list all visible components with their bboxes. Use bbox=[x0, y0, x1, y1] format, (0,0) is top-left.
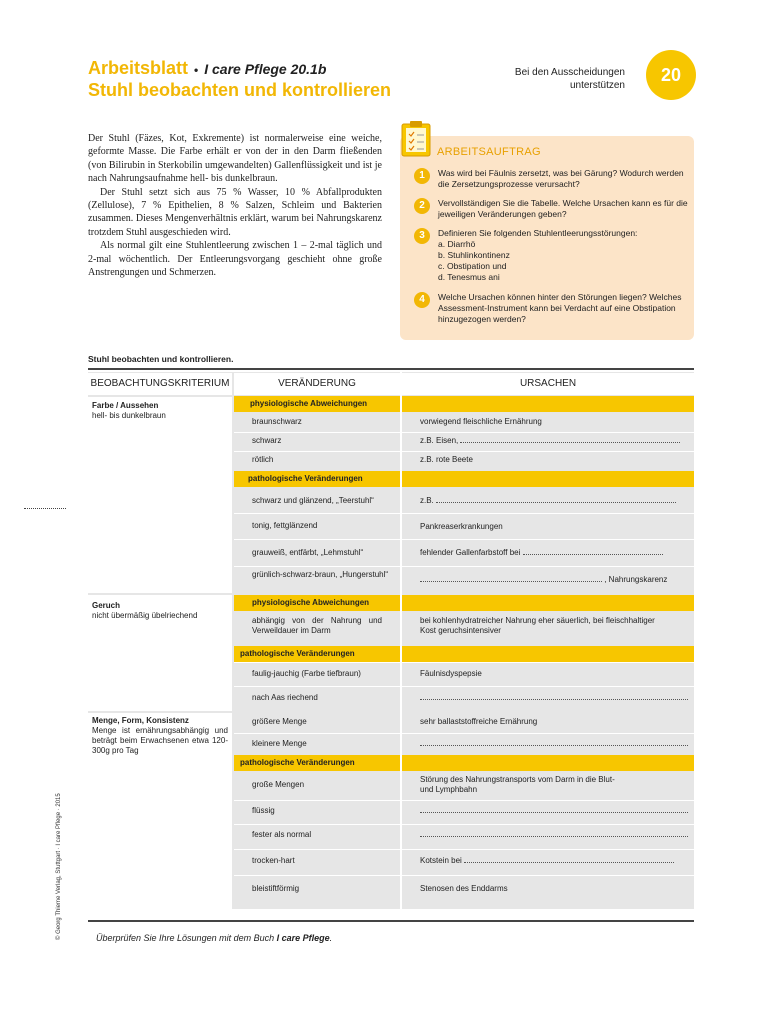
table-row-change: kleinere Menge bbox=[252, 739, 307, 748]
table-top-rule bbox=[88, 368, 694, 370]
category-bar: pathologische Veränderungen bbox=[234, 646, 694, 662]
table-row-cause: Pankreaserkrankungen bbox=[420, 522, 503, 531]
header-causes: URSACHEN bbox=[402, 373, 694, 395]
task-text: Welche Ursachen können hinter den Störungen liegen? Welches Assessment-Instrument kann bei Verdacht auf eine Obstipation hinzugezogen werden? bbox=[438, 292, 682, 324]
category-bar: pathologische Veränderungen bbox=[234, 755, 694, 771]
table-row-change: tonig, fettglänzend bbox=[252, 521, 318, 530]
task-text bbox=[438, 228, 688, 283]
title-bullet: • bbox=[194, 63, 199, 77]
table-row-cause bbox=[420, 496, 676, 506]
table-row-change: grauweiß, entfärbt, „Lehmstuhl“ bbox=[252, 548, 364, 557]
criterion-title: Geruch bbox=[92, 601, 121, 610]
table-row-change: abhängig von der Nahrung und Verweildauer im Darm bbox=[252, 616, 382, 635]
chapter-number-badge: 20 bbox=[646, 50, 696, 100]
table-row-cause: Störung des Nahrungstransports vom Darm in die Blut- und Lymphbahn bbox=[420, 775, 615, 794]
table-row-change: schwarz und glänzend, „Teerstuhl“ bbox=[252, 496, 374, 505]
cause-text: z.B. bbox=[420, 496, 434, 505]
header-change: VERÄNDERUNG bbox=[234, 373, 400, 395]
table-row-change: rötlich bbox=[252, 455, 274, 464]
category-bar-extension bbox=[402, 396, 694, 412]
table-row-change: größere Menge bbox=[252, 717, 307, 726]
criterion-desc: hell- bis dunkelbraun bbox=[92, 411, 166, 420]
footer-note bbox=[96, 933, 332, 943]
criterion-title: Farbe / Aussehen bbox=[92, 401, 159, 410]
chapter-line-1: Bei den Ausscheidungen bbox=[514, 67, 625, 78]
task-number-badge: 3 bbox=[414, 228, 430, 244]
answer-line[interactable] bbox=[523, 554, 663, 555]
criterion-cell bbox=[88, 397, 232, 593]
task-text: Was wird bei Fäulnis zersetzt, was bei Gärung? Wodurch werden die Zersetzungsprozesse verursacht? bbox=[438, 168, 684, 189]
table-row-change: trocken-hart bbox=[252, 856, 295, 865]
table-row-cause: Stenosen des Enddarms bbox=[420, 884, 508, 893]
intro-paragraph: Der Stuhl setzt sich aus 75 % Wasser, 10 % Abfallprodukten (Zellulose), 7 % Epithelien, 8 % Salzen, Schleim und Bakterien zusammen. Dieses Mengenverhältnis erklärt, warum bei Nahrungskarenz trotzdem Stuhl ausgeschieden wird. bbox=[88, 186, 382, 238]
worksheet-subtitle: Stuhl beobachten und kontrollieren bbox=[88, 80, 392, 100]
answer-line[interactable] bbox=[460, 442, 680, 443]
answer-line[interactable] bbox=[420, 699, 688, 700]
footer-text: Überprüfen Sie Ihre Lösungen mit dem Buch bbox=[96, 933, 275, 943]
task-subitem: b. Stuhlinkontinenz bbox=[438, 250, 510, 260]
table-caption: Stuhl beobachten und kontrollieren. bbox=[88, 354, 234, 364]
intro-text bbox=[88, 132, 382, 279]
task-box bbox=[400, 136, 694, 340]
cause-text: z.B. Eisen, bbox=[420, 436, 459, 445]
margin-mark bbox=[24, 508, 66, 509]
table-row-cause bbox=[420, 806, 688, 816]
task-subitem: a. Diarrhö bbox=[438, 239, 476, 249]
cause-text: Kotstein bei bbox=[420, 856, 462, 865]
table-row-cause bbox=[420, 739, 688, 749]
criterion-amount bbox=[92, 716, 228, 756]
answer-line[interactable] bbox=[420, 836, 688, 837]
criterion-desc: Menge ist ernährungsabhängig und beträgt beim Erwachsenen etwa 120- 300g pro Tag bbox=[92, 726, 228, 755]
table-row-cause: bei kohlenhydratreicher Nahrung eher säuerlich, bei fleischhaltiger Kost geruchsintensiver bbox=[420, 616, 655, 635]
clipboard-icon bbox=[398, 118, 434, 158]
table-row-change: große Mengen bbox=[252, 780, 305, 789]
task-number-badge: 1 bbox=[414, 168, 430, 184]
table-row-cause bbox=[420, 856, 674, 866]
table-row-cause: vorwiegend fleischliche Ernährung bbox=[420, 417, 542, 426]
answer-line[interactable] bbox=[464, 862, 674, 863]
task-text-line: Definieren Sie folgenden Stuhlentleerungsstörungen: bbox=[438, 228, 638, 238]
criterion-desc: nicht übermäßig übelriechend bbox=[92, 611, 198, 620]
chapter-label bbox=[495, 66, 625, 92]
intro-paragraph: Als normal gilt eine Stuhlentleerung zwischen 1 – 2-mal täglich und 2-mal wöchentlich. Der Entleerungsvorgang geschieht ohne große Anstrengungen und Schmerzen. bbox=[88, 240, 382, 279]
table-row-cause bbox=[420, 830, 688, 840]
answer-line[interactable] bbox=[420, 581, 602, 582]
answer-line[interactable] bbox=[436, 502, 676, 503]
worksheet-title bbox=[88, 58, 326, 79]
task-subitem: d. Tenesmus ani bbox=[438, 272, 500, 282]
table-row-cause: Fäulnisdyspepsie bbox=[420, 669, 482, 678]
criterion-title: Menge, Form, Konsistenz bbox=[92, 716, 189, 725]
task-heading: ARBEITSAUFTRAG bbox=[437, 146, 541, 158]
category-bar: physiologische Abweichungen bbox=[234, 595, 400, 611]
task-number-badge: 2 bbox=[414, 198, 430, 214]
table-row-change: bleistiftförmig bbox=[252, 884, 300, 893]
header-criterion: BEOBACHTUNGSKRITERIUM bbox=[88, 373, 232, 395]
cause-text: fehlender Gallenfarbstoff bei bbox=[420, 548, 521, 557]
table-row-change: grünlich-schwarz-braun, „Hungerstuhl“ bbox=[252, 570, 389, 579]
table-row-change: flüssig bbox=[252, 806, 275, 815]
table-row-cause: z.B. rote Beete bbox=[420, 455, 473, 464]
criterion-color bbox=[92, 401, 228, 421]
category-bar: pathologische Veränderungen bbox=[234, 471, 694, 487]
copyright-note: © Georg Thieme Verlag, Stuttgart · I care Pflege · 2015 bbox=[56, 793, 62, 940]
cause-text: , Nahrungskarenz bbox=[604, 575, 668, 584]
chapter-line-2: unterstützen bbox=[569, 80, 625, 91]
table-row-change: schwarz bbox=[252, 436, 282, 445]
answer-line[interactable] bbox=[420, 812, 688, 813]
footer-rule bbox=[88, 920, 694, 922]
footer-end: . bbox=[329, 933, 333, 943]
criterion-smell bbox=[92, 601, 228, 621]
category-bar: physiologische Abweichungen bbox=[234, 396, 400, 412]
category-bar-extension bbox=[402, 595, 694, 611]
title-text: Arbeitsblatt bbox=[88, 58, 189, 78]
footer-book: I care Pflege bbox=[276, 933, 330, 943]
task-subitem: c. Obstipation und bbox=[438, 261, 507, 271]
table-row-cause bbox=[420, 575, 667, 585]
table-row-cause bbox=[420, 548, 663, 558]
table-row-cause bbox=[420, 436, 680, 446]
table-row-change: braunschwarz bbox=[252, 417, 302, 426]
task-number-badge: 4 bbox=[414, 292, 430, 308]
table-row-cause: sehr ballaststoffreiche Ernährung bbox=[420, 717, 538, 726]
table-row-change: fester als normal bbox=[252, 830, 312, 839]
table-row-cause bbox=[420, 693, 688, 703]
table-row-change: faulig-jauchig (Farbe tiefbraun) bbox=[252, 669, 361, 678]
task-text: Vervollständigen Sie die Tabelle. Welche Ursachen kann es für die jeweiligen Veränderungen geben? bbox=[438, 198, 688, 219]
intro-paragraph: Der Stuhl (Fäzes, Kot, Exkremente) ist normalerweise eine weiche, geformte Masse. Die Farbe erhält er von der in den Darm fließenden (von Bilirubin in Sterkobilin umgewandelten) Gallenflüssigkeit und ist je nach Nahrungsaufnahme hell- bis dunkelbraun. bbox=[88, 133, 382, 185]
book-reference: I care Pflege 20.1b bbox=[204, 61, 327, 77]
answer-line[interactable] bbox=[420, 745, 688, 746]
table-row-change: nach Aas riechend bbox=[252, 693, 318, 702]
